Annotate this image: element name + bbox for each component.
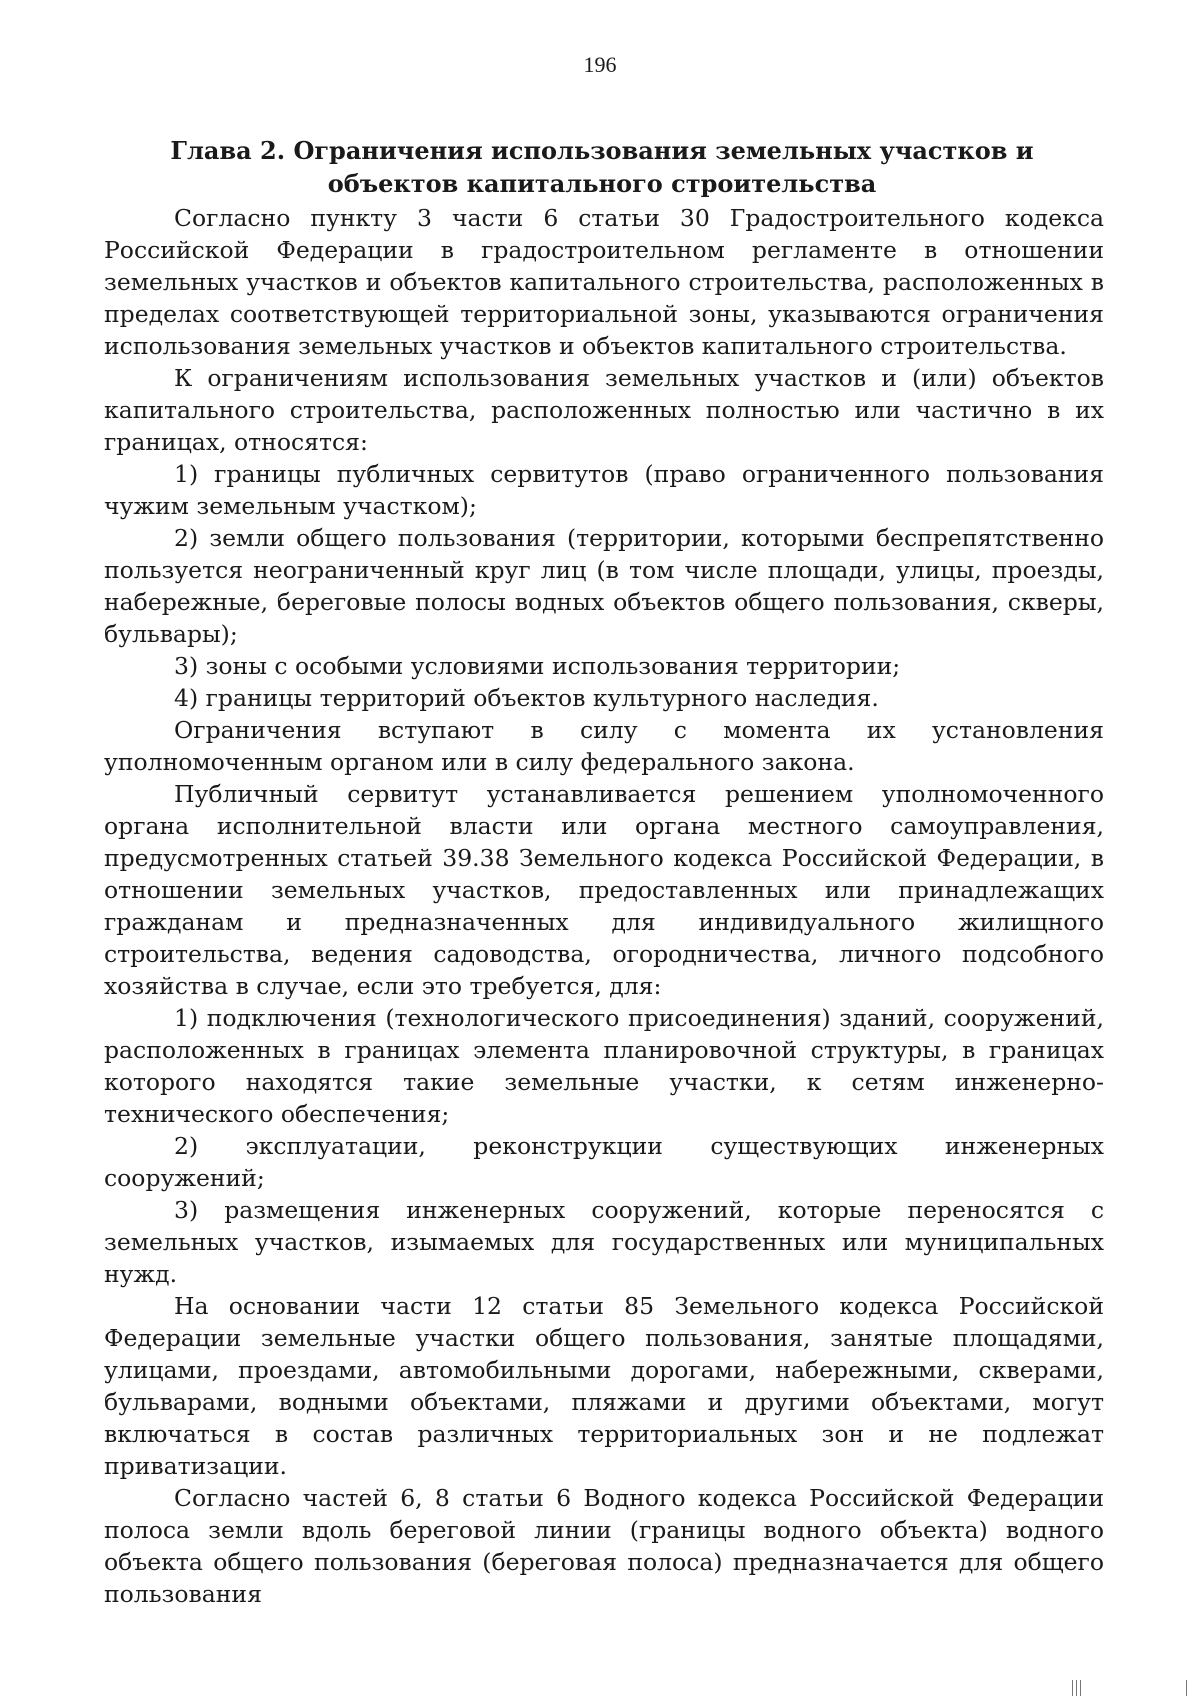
paragraph: К ограничениям использования земельных участков и (или) объектов капитального строительства, расположенных полностью или частично в их границах, относятся:: [104, 364, 1104, 456]
document-body: [104, 202, 1104, 1610]
paragraph: Ограничения вступают в силу с момента их установления уполномоченным органом или в силу федерального закона.: [104, 716, 1104, 776]
paragraph: Согласно частей 6, 8 статьи 6 Водного кодекса Российской Федерации полоса земли вдоль береговой линии (границы водного объекта) водного объекта общего пользования (береговая полоса) предназначается для общего пользования: [104, 1484, 1104, 1608]
paragraph: На основании части 12 статьи 85 Земельного кодекса Российской Федерации земельные участки общего пользования, занятые площадями, улицами, проездами, автомобильными дорогами, набережными, скверами, бульварами, водными объектами, пляжами и другими объектами, могут включаться в состав различных территориальных зон и не подлежат приватизации.: [104, 1292, 1104, 1480]
scan-mark: [1080, 1680, 1081, 1696]
scan-mark: [1186, 1680, 1187, 1696]
page-number: 196: [583, 52, 617, 77]
paragraph: Публичный сервитут устанавливается решением уполномоченного органа исполнительной власти или органа местного самоуправления, предусмотренных статьей 39.38 Земельного кодекса Российской Федерации, в отношении земельных участков, предоставленных или принадлежащих гражданам и предназначенных для индивидуального жилищного строительства, ведения садоводства, огородничества, личного подсобного хозяйства в случае, если это требуется, для:: [104, 780, 1104, 1000]
paragraph: Согласно пункту 3 части 6 статьи 30 Градостроительного кодекса Российской Федерации в градостроительном регламенте в отношении земельных участков и объектов капитального строительства, расположенных в пределах соответствующей территориальной зоны, указываются ограничения использования земельных участков и объектов капитального строительства.: [104, 204, 1104, 360]
scan-mark: [1072, 1680, 1073, 1696]
list-item: 1) подключения (технологического присоединения) зданий, сооружений, расположенных в границах элемента планировочной структуры, в границах которого находятся такие земельные участки, к сетям инженерно-технического обеспечения;: [104, 1004, 1104, 1128]
list-item: 2) эксплуатации, реконструкции существующих инженерных сооружений;: [104, 1132, 1104, 1192]
list-item: 4) границы территорий объектов культурного наследия.: [174, 684, 879, 712]
list-item: 3) зоны с особыми условиями использования территории;: [174, 652, 901, 680]
scan-mark: [1076, 1680, 1077, 1696]
chapter-heading: Глава 2. Ограничения использования земельных участков и объектов капитального строительства: [170, 136, 1034, 198]
list-item: 2) земли общего пользования (территории, которыми беспрепятственно пользуется неограниченный круг лиц (в том числе площади, улицы, проезды, набережные, береговые полосы водных объектов общего пользования, скверы, бульвары);: [104, 524, 1104, 648]
list-item: 1) границы публичных сервитутов (право ограниченного пользования чужим земельным участком);: [104, 460, 1104, 520]
list-item: 3) размещения инженерных сооружений, которые переносятся с земельных участков, изымаемых для государственных или муниципальных нужд.: [104, 1196, 1104, 1288]
